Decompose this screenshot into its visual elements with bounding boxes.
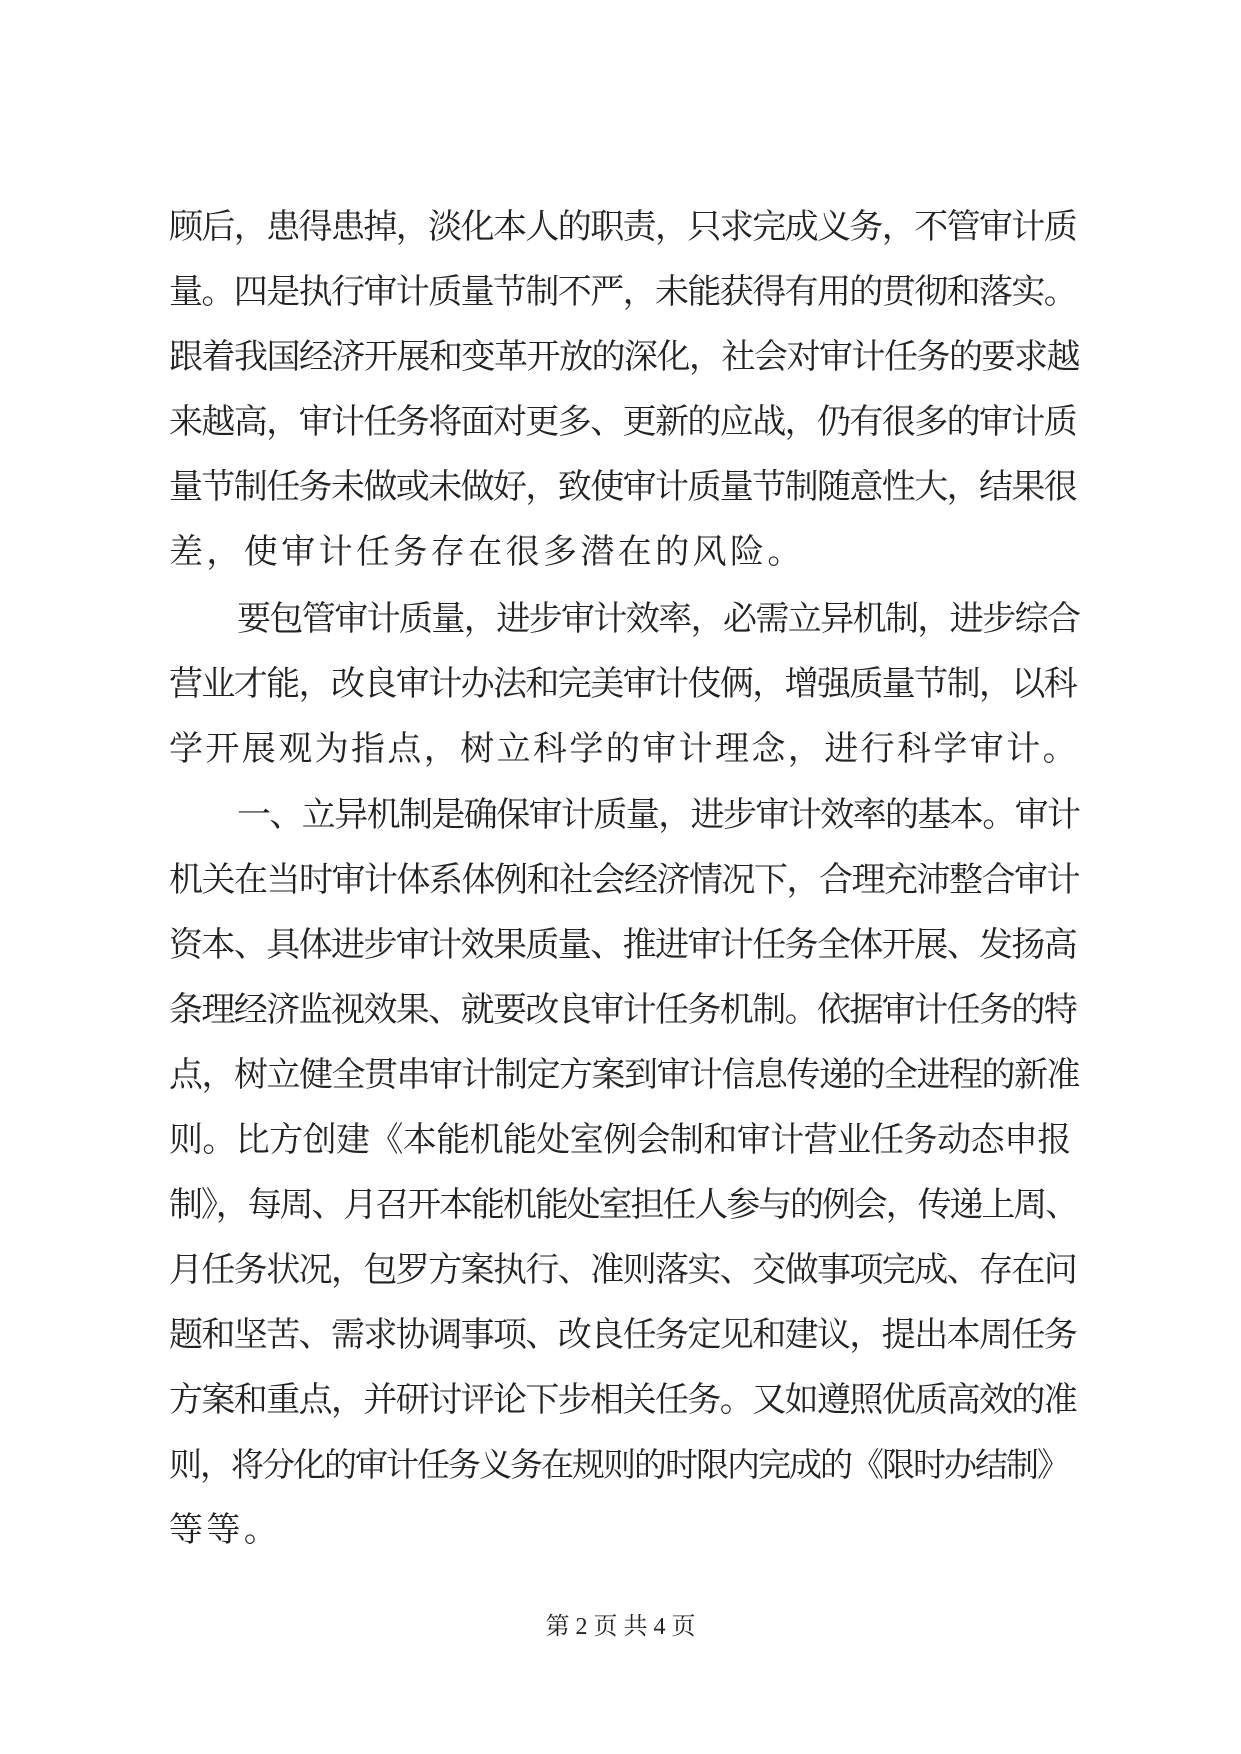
text-line: 跟着我国经济开展和变革开放的深化，社会对审计任务的要求越 [169,337,1079,377]
text-line: 顾后，患得患掉，淡化本人的职责，只求完成义务，不管审计质 [169,207,1077,247]
text-line: 要包管审计质量，进步审计效率，必需立异机制，进步综合 [237,599,1080,639]
text-line: 一、立异机制是确保审计质量，进步审计效率的基本。审计 [237,795,1080,835]
text-line: 差，使审计任务存在很多潜在的风险。 [169,532,805,572]
text-line: 机关在当时审计体系体例和社会经济情况下，合理充沛整合审计 [169,860,1079,900]
page-number-footer: 第 2 页 共 4 页 [545,1614,696,1640]
text-line: 等等。 [169,1510,282,1550]
text-line: 方案和重点，并研讨评论下步相关任务。又如遵照优质高效的准 [169,1380,1077,1420]
text-line: 营业才能，改良审计办法和完美审计伎俩，增强质量节制，以科 [169,664,1077,704]
text-line: 月任务状况，包罗方案执行、准则落实、交做事项完成、存在问 [169,1250,1077,1290]
text-line: 量节制任务未做或未做好，致使审计质量节制随意性大，结果很 [169,467,1077,507]
text-line: 资本、具体进步审计效果质量、推进审计任务全体开展、发扬高 [169,925,1077,965]
text-line: 条理经济监视效果、就要改良审计任务机制。依据审计任务的特 [169,990,1077,1030]
text-line: 制》，每周、月召开本能机能处室担任人参与的例会，传递上周、 [169,1185,1078,1225]
text-line: 则。比方创建《本能机能处室例会制和审计营业任务动态申报 [169,1120,1071,1160]
text-line: 则，将分化的审计任务义务在规则的时限内完成的《限时办结制》 [169,1445,1068,1484]
text-line: 点，树立健全贯串审计制定方案到审计信息传递的全进程的新准 [169,1055,1079,1095]
text-line: 题和坚苦、需求协调事项、改良任务定见和建议，提出本周任务 [169,1315,1077,1355]
text-line: 来越高，审计任务将面对更多、更新的应战，仍有很多的审计质 [169,402,1077,442]
text-line: 量。四是执行审计质量节制不严，未能获得有用的贯彻和落实。 [169,272,1077,312]
text-line: 学开展观为指点，树立科学的审计理念，进行科学审计。 [169,729,1079,769]
